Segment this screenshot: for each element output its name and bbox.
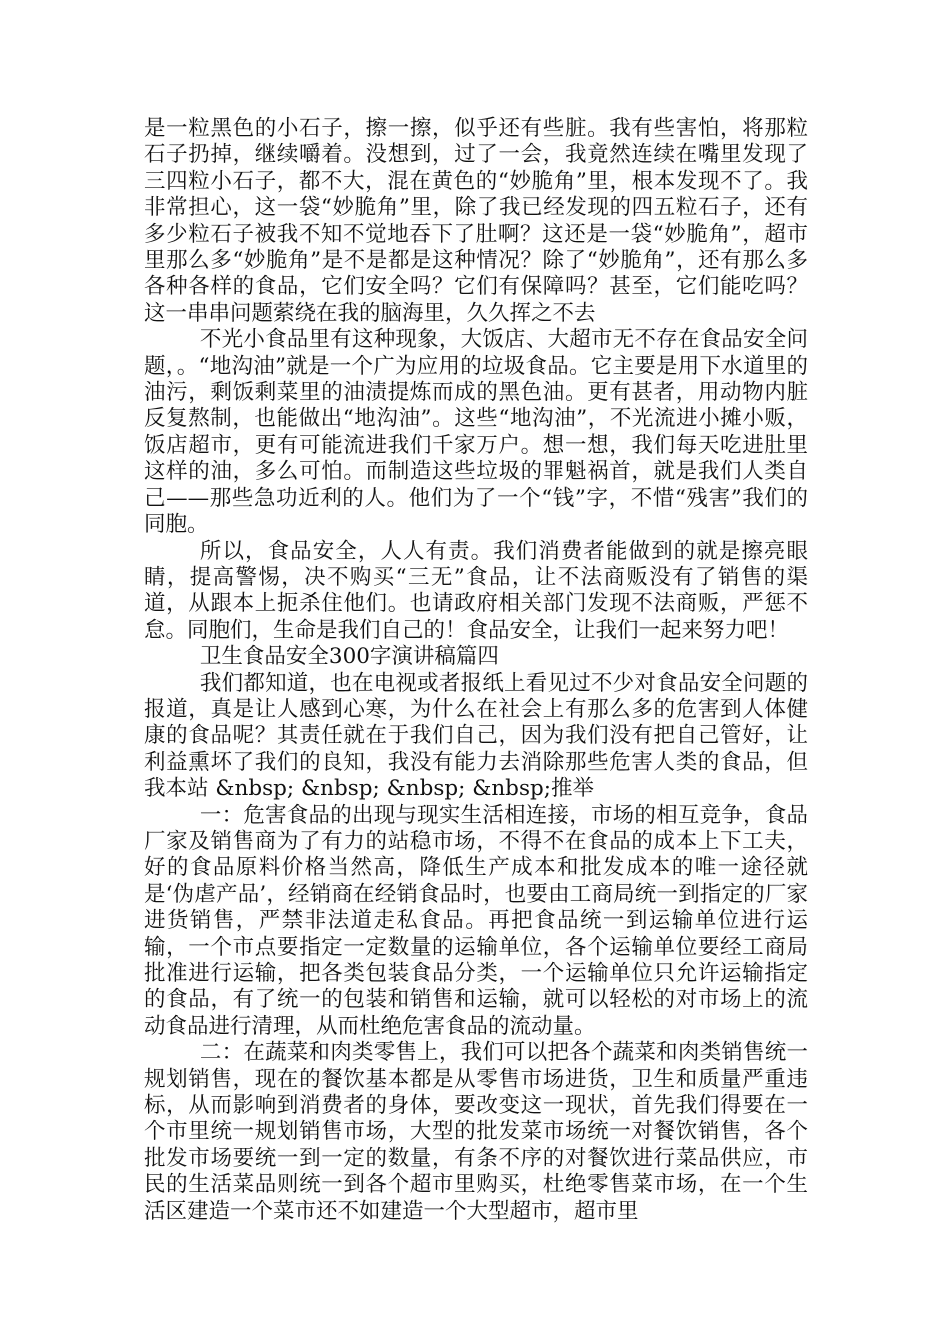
paragraph-point-one: 一：危害食品的出现与现实生活相连接，市场的相互竞争，食品厂家及销售商为了有力的站稳市场，不得不在食品的成本上下工夫，好的食品原料价格当然高，降低生产成本和批发成本的唯一途径就是‘伪虐产品’，经销商在经销食品时，也要由工商局统一到指定的厂家进货销售，严禁非法道走私食品。再把食品统一到运输单位进行运输，一个市点要指定一定数量的运输单位，各个运输单位要经工商局批准进行运输，把各类包装食品分类，一个运输单位只允许运输指定的食品，有了统一的包装和销售和运输，就可以轻松的对市场上的流动食品进行清理，从而杜绝危害食品的流动量。 (144, 802, 808, 1039)
paragraph-intro: 我们都知道，也在电视或者报纸上看见过不少对食品安全问题的报道，真是让人感到心寒，为什么在社会上有那么多的危害到人体健康的食品呢？其责任就在于我们自己，因为我们没有把自己管好，让利益熏坏了我们的良知，我没有能力去消除那些危害人类的食品，但我本站 &nbsp; &nbsp; &nbsp; &nbsp;推举 (144, 670, 808, 802)
document-page (144, 116, 808, 1225)
paragraph-stones: 是一粒黑色的小石子，擦一擦，似乎还有些脏。我有些害怕，将那粒石子扔掉，继续嚼着。没想到，过了一会，我竟然连续在嘴里发现了三四粒小石子，都不大，混在黄色的“妙脆角”里，根本发现不了。我非常担心，这一袋“妙脆角”里，除了我已经发现的四五粒石子，还有多少粒石子被我不知不觉地吞下了肚啊？这还是一袋“妙脆角”，超市里那么多“妙脆角”是不是都是这种情况？除了“妙脆角”，还有那么多各种各样的食品，它们安全吗？它们有保障吗？甚至，它们能吃吗？这一串串问题萦绕在我的脑海里，久久挥之不去 (144, 116, 809, 326)
section-heading: 卫生食品安全300字演讲稿篇四 (199, 644, 499, 670)
paragraph-point-two: 二：在蔬菜和肉类零售上，我们可以把各个蔬菜和肉类销售统一规划销售，现在的餐饮基本都是从零售市场进货，卫生和质量严重违标，从而影响到消费者的身体，要改变这一现状，首先我们得要在一个市里统一规划销售市场，大型的批发菜市场统一对餐饮销售，各个批发市场要统一到一定的数量，有条不序的对餐饮进行菜品供应，市民的生活菜品则统一到各个超市里购买，杜绝零售菜市场，在一个生活区建造一个菜市还不如建造一个大型超市，超市里 (144, 1040, 808, 1224)
paragraph-gutter-oil: 不光小食品里有这种现象，大饭店、大超市无不存在食品安全问题，。“地沟油”就是一个广为应用的垃圾食品。它主要是用下水道里的油污，剩饭剩菜里的油渍提炼而成的黑色油。更有甚者，用动物内脏反复熬制，也能做出“地沟油”。这些“地沟油”，不光流进小摊小贩，饭店超市，更有可能流进我们千家万户。想一想，我们每天吃进肚里这样的油，多么可怕。而制造这些垃圾的罪魁祸首，就是我们人类自己——那些急功近利的人。他们为了一个“钱”字，不惜“残害”我们的同胞。 (144, 327, 809, 538)
paragraph-responsibility: 所以，食品安全，人人有责。我们消费者能做到的就是擦亮眼睛，提高警惕，决不购买“三无”食品，让不法商贩没有了销售的渠道，从跟本上扼杀住他们。也请政府相关部门发现不法商贩，严惩不怠。同胞们，生命是我们自己的！食品安全，让我们一起来努力吧！ (144, 538, 808, 643)
